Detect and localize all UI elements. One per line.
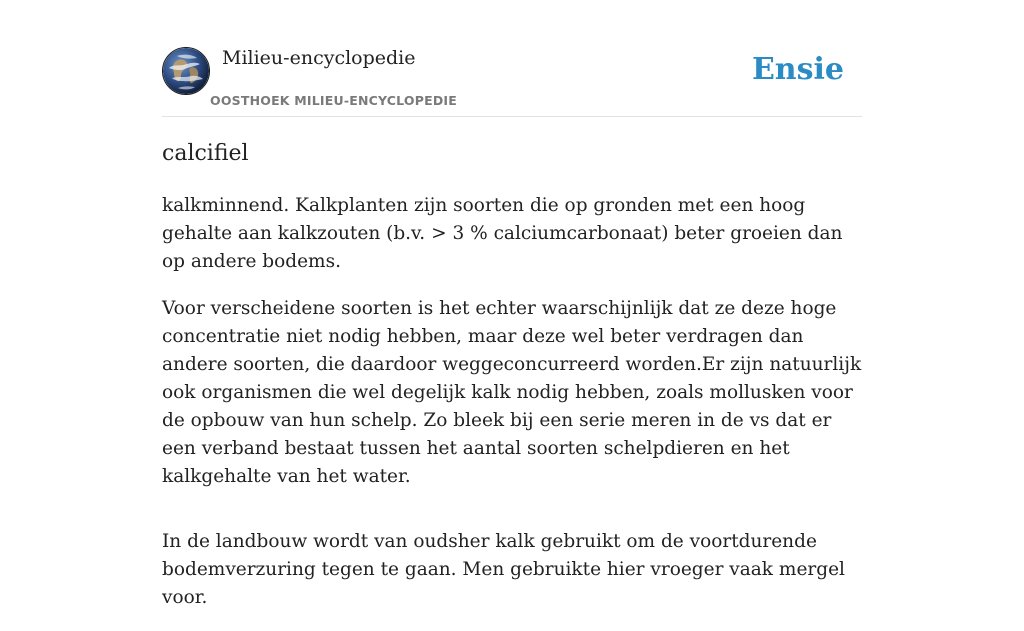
site-subtitle[interactable]: OOSTHOEK MILIEU-ENCYCLOPEDIE xyxy=(210,93,457,108)
article xyxy=(162,138,862,631)
body-paragraph: Voor verscheidene soorten is het echter waarschijnlijk dat ze deze hoge concentratie niet nodig hebben, maar deze wel beter verdragen dan andere soorten, die daardoor weggeconcurreerd worden.Er zijn natuurlijk ook organismen die wel degelijk kalk nodig hebben, zoals mollusken voor de opbouw van hun schelp. Zo bleek bij een serie meren in de vs dat er een verband bestaat tussen het aantal soorten schelpdieren en het kalkgehalte van het water. xyxy=(162,298,862,487)
ensie-logo-link[interactable]: Ensie xyxy=(751,52,844,87)
earth-globe-icon[interactable] xyxy=(162,47,210,95)
page-title: calcifiel xyxy=(162,141,249,166)
body-paragraph: In de landbouw wordt van oudsher kalk gebruikt om de voortdurende bodemverzuring tegen te gaan. Men gebruikte hier vroeger vaak mergel voor. xyxy=(162,531,845,608)
site-header xyxy=(162,44,862,117)
definition-paragraph: kalkminnend. Kalkplanten zijn soorten die op gronden met een hoog gehalte aan kalkzouten (b.v. > 3 % calciumcarbonaat) beter groeien dan op andere bodems. xyxy=(162,195,843,272)
site-title[interactable]: Milieu-encyclopedie xyxy=(222,47,416,69)
